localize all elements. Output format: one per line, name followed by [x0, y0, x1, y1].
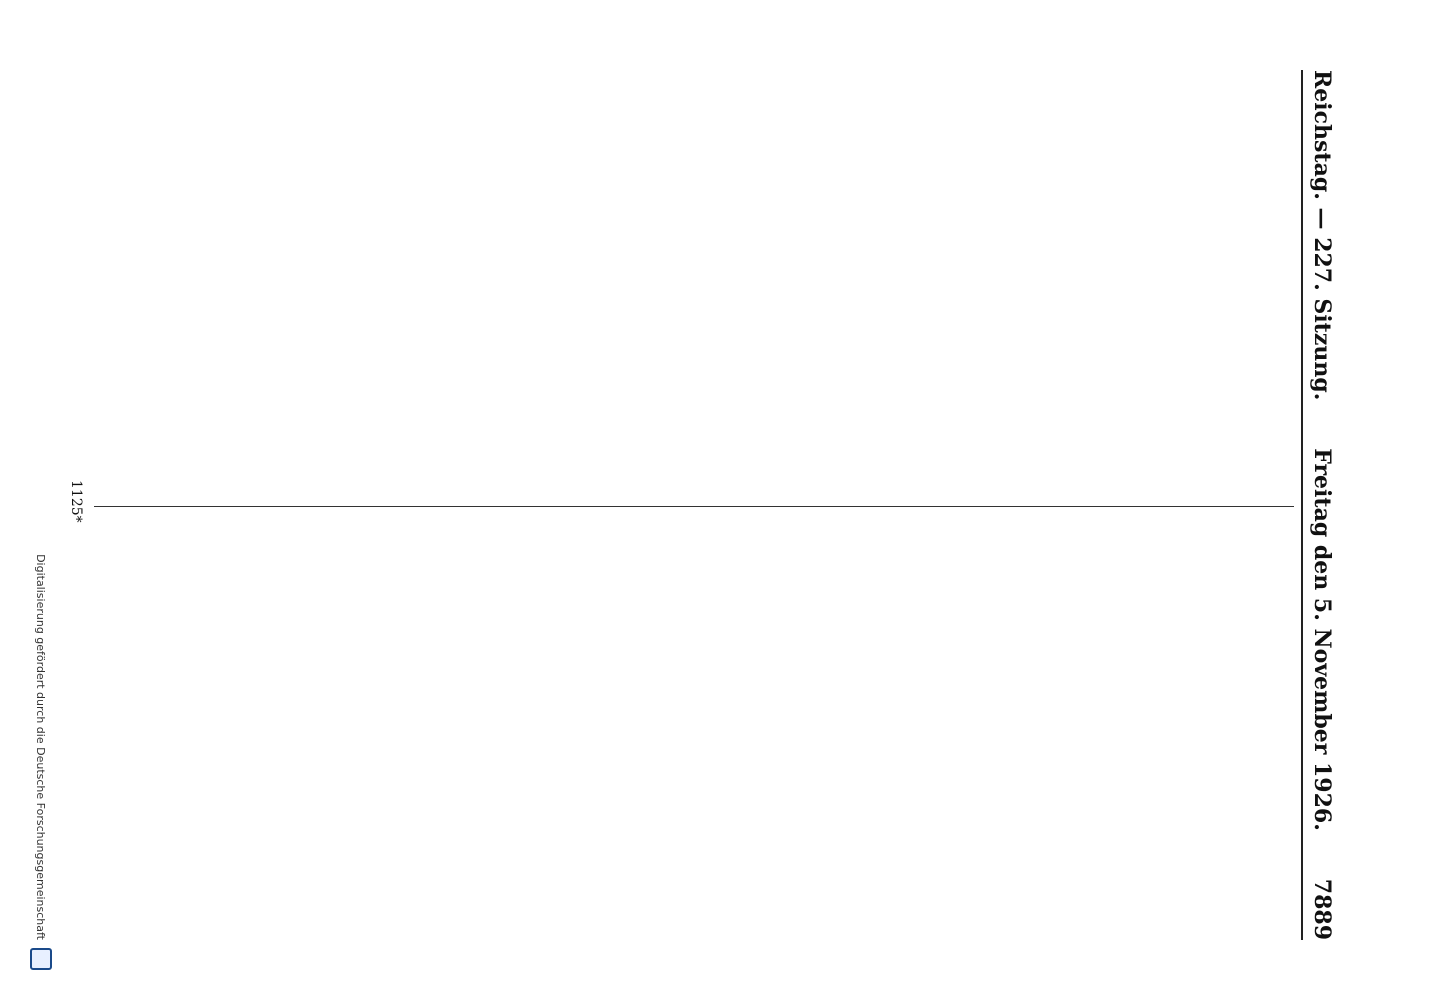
- header-page-number: 7889: [1309, 878, 1335, 940]
- digitization-text: Digitalisierung gefördert durch die Deutsche Forschungsgemeinschaft: [34, 554, 48, 940]
- column-divider: [94, 506, 1294, 507]
- page-header: [1301, 70, 1349, 940]
- footer-page-id: 1125*: [68, 480, 84, 523]
- right-column: [94, 520, 1294, 940]
- dfg-logo-icon: [30, 948, 52, 970]
- header-date: Freitag den 5. November 1926.: [1309, 448, 1335, 831]
- left-column: [94, 80, 1294, 500]
- header-session: Reichstag. — 227. Sitzung.: [1309, 70, 1335, 401]
- digitization-note: [28, 0, 54, 970]
